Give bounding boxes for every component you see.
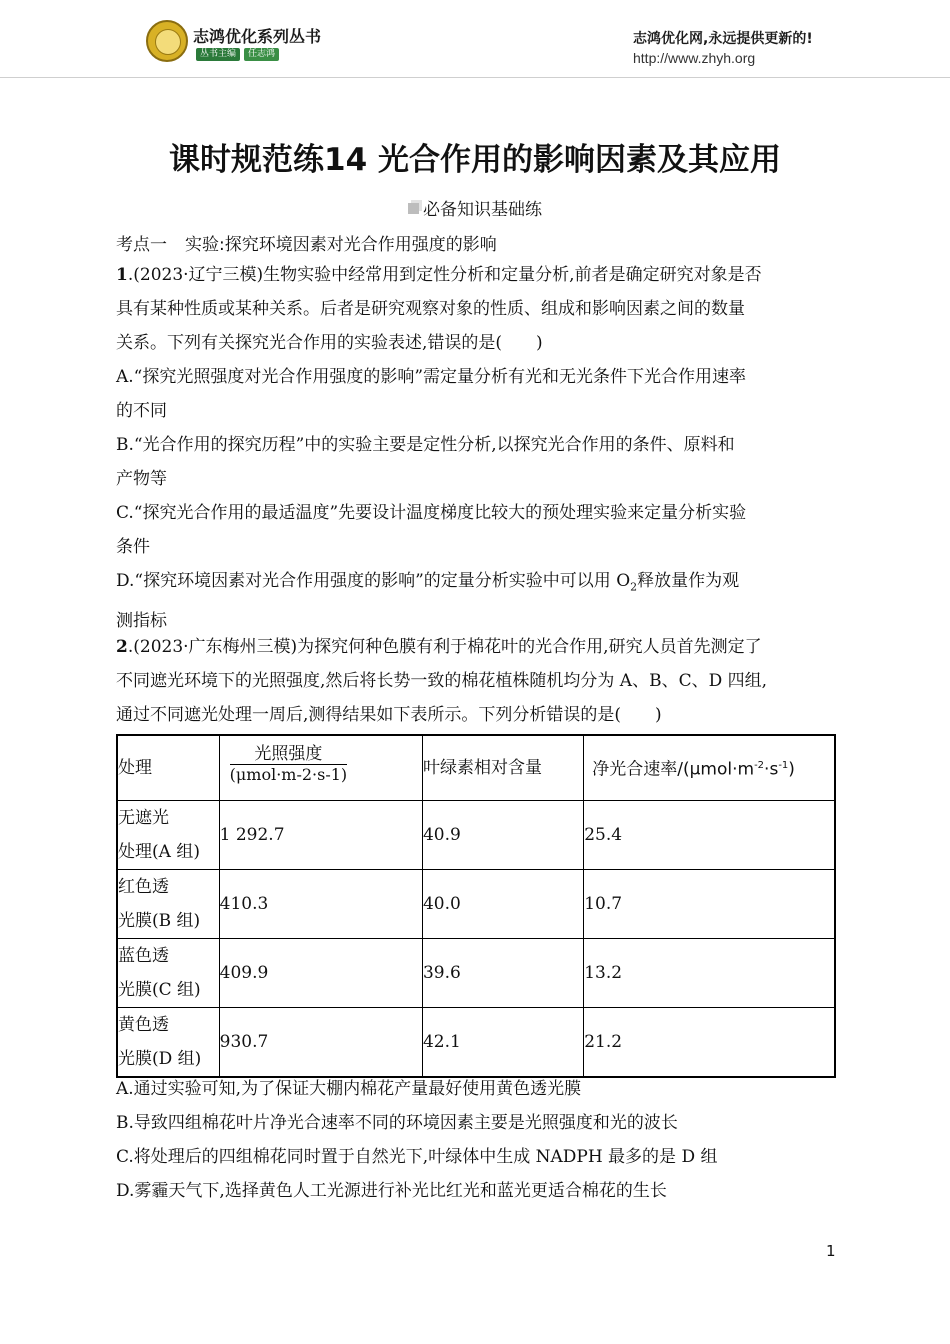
question-stem: .(2023·辽宁三模)生物实验中经常用到定性分析和定量分析,前者是确定研究对象是否: [127, 265, 762, 285]
cell-treatment: 无遮光 处理(A 组): [117, 801, 219, 870]
question-stem: 关系。下列有关探究光合作用的实验表述,错误的是( ): [116, 333, 543, 353]
series-title: 志鸿优化系列丛书: [193, 27, 322, 46]
option-c: C.将处理后的四组棉花同时置于自然光下,叶绿体中生成 NADPH 最多的是 D 组: [116, 1147, 718, 1167]
option-a: A.通过实验可知,为了保证大棚内棉花产量最好使用黄色透光膜: [116, 1079, 582, 1099]
option-c-cont: 条件: [116, 537, 150, 557]
header-url[interactable]: http://www.zhyh.org: [633, 50, 756, 66]
topic-label: 考点一: [116, 235, 167, 255]
cell-treatment: 蓝色透 光膜(C 组): [117, 939, 219, 1008]
option-b: B.“光合作用的探究历程”中的实验主要是定性分析,以探究光合作用的条件、原料和: [116, 435, 735, 455]
page-number: 1: [826, 1242, 836, 1260]
question-stem: 具有某种性质或某种关系。后者是研究观察对象的性质、组成和影响因素之间的数量: [116, 299, 745, 319]
question-stem: 通过不同遮光处理一周后,测得结果如下表所示。下列分析错误的是( ): [116, 705, 662, 725]
cell-rate: 21.2: [584, 1008, 835, 1078]
table-row: [117, 801, 835, 870]
question-number: 1: [116, 265, 128, 285]
page-header: [0, 0, 950, 92]
cell-chlorophyll: 39.6: [422, 939, 583, 1008]
cell-rate: 13.2: [584, 939, 835, 1008]
header-divider: [0, 77, 950, 78]
editor-badge-label: 丛书主编: [196, 48, 240, 61]
editor-badge-name: 任志鸿: [244, 48, 279, 61]
section-heading: [0, 195, 950, 220]
cell-light: 410.3: [219, 870, 422, 939]
header-treatment: 处理: [117, 735, 219, 801]
option-a: A.“探究光照强度对光合作用强度的影响”需定量分析有光和无光条件下光合作用速率: [116, 367, 747, 387]
header-net-rate: 净光合速率$/(\mu mol\cdot m^{-2}\cdot s^{-1})$: [584, 735, 835, 801]
cell-light: 1 292.7: [219, 801, 422, 870]
results-table: [116, 734, 836, 1078]
cell-treatment: 红色透 光膜(B 组): [117, 870, 219, 939]
table-row: [117, 870, 835, 939]
option-d: D.雾霾天气下,选择黄色人工光源进行补光比红光和蓝光更适合棉花的生长: [116, 1181, 667, 1201]
topic-text: 实验:探究环境因素对光合作用强度的影响: [185, 235, 497, 255]
section-heading-text: 必备知识基础练: [423, 200, 542, 220]
cell-chlorophyll: 42.1: [422, 1008, 583, 1078]
option-a-cont: 的不同: [116, 401, 167, 421]
cell-rate: 25.4: [584, 801, 835, 870]
option-b-cont: 产物等: [116, 469, 167, 489]
cell-rate: 10.7: [584, 870, 835, 939]
cell-chlorophyll: 40.0: [422, 870, 583, 939]
table-row: [117, 939, 835, 1008]
question-2: [116, 630, 838, 732]
question-stem: .(2023·广东梅州三模)为探究何种色膜有利于棉花叶的光合作用,研究人员首先测定了: [127, 637, 762, 657]
cell-chlorophyll: 40.9: [422, 801, 583, 870]
header-chlorophyll: 叶绿素相对含量: [422, 735, 583, 801]
publisher-logo-icon: [146, 20, 188, 62]
cell-light: 930.7: [219, 1008, 422, 1078]
option-d-cont: 测指标: [116, 611, 167, 632]
question-stem: 不同遮光环境下的光照强度,然后将长势一致的棉花植株随机均分为 A、B、C、D 四组,: [116, 671, 768, 691]
question-2-options: [116, 1072, 718, 1208]
section-marker-icon: [408, 203, 419, 214]
question-1: [116, 258, 838, 638]
option-c: C.“探究光合作用的最适温度”先要设计温度梯度比较大的预处理实验来定量分析实验: [116, 503, 747, 523]
cell-light: 409.9: [219, 939, 422, 1008]
page-title: 课时规范练14 光合作用的影响因素及其应用: [169, 142, 781, 178]
table-header-row: [117, 735, 835, 801]
topic-heading: [116, 230, 497, 255]
option-d: D.“探究环境因素对光合作用强度的影响”的定量分析实验中可以用 $O_2$释放量作为观: [116, 571, 740, 594]
header-slogan: 志鸿优化网,永远提供更新的!: [633, 31, 813, 47]
table-row: [117, 1008, 835, 1078]
question-number: 2: [116, 637, 128, 657]
cell-treatment: 黄色透 光膜(D 组): [117, 1008, 219, 1078]
header-light-intensity: $\frac{\text{光照强度}}{\text{(μmol·m-2·s-1)}}$: [219, 735, 422, 801]
option-b: B.导致四组棉花叶片净光合速率不同的环境因素主要是光照强度和光的波长: [116, 1113, 678, 1133]
